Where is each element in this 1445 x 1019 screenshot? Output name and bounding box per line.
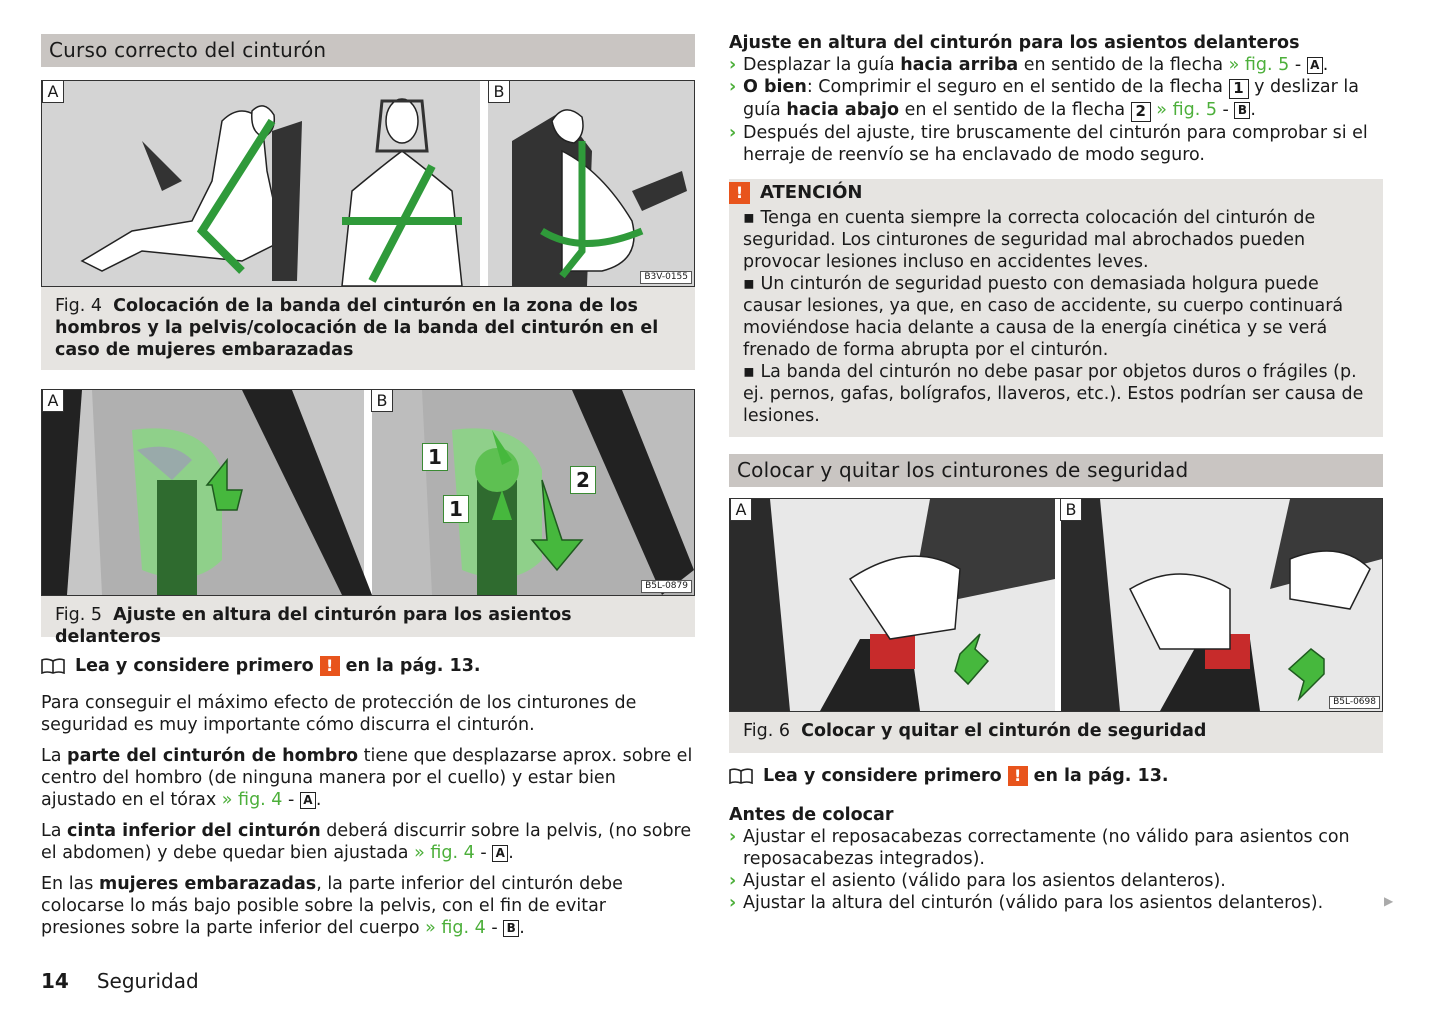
text: deberá discurrir sobre la pelvis, (no sobre el abdomen) y debe quedar bien ajustada [41,821,692,863]
attention-item: ▪ Un cinturón de seguridad puesto con demasiada holgura puede causar lesiones, ya que, en caso de accidente, su cuerpo continuará moviéndose hacia delante a causa de la energía cinética y se verá frenado de forma abrupta por el cinturón. [743,274,1344,360]
text: en el sentido de la flecha [899,100,1131,120]
figure-code: B3V-0155 [640,271,692,284]
caption-text: Ajuste en altura del cinturón para los asientos delanteros [55,605,572,647]
text: La [41,821,68,841]
section-title: Colocar y quitar los cinturones de seguridad [729,454,1383,487]
emphasis: cinta inferior del cinturón [67,821,321,841]
step-item [729,892,1383,914]
read-first-text: Lea y considere primero [763,766,1002,786]
text: en sentido de la flecha [1018,55,1229,75]
panel-ref-box: B [1234,102,1250,119]
book-icon [41,658,65,674]
attention-item: ▪ La banda del cinturón no debe pasar por objetos duros o frágiles (p. ej. pernos, gafas, bolígrafos, llaveros, etc.). Estos podrían ser causa de lesiones. [743,362,1364,426]
text: Desplazar la guía [743,55,901,75]
chevron-right-icon: › [729,55,737,75]
caption-text: Colocación de la banda del cinturón en la zona de los hombros y la pelvis/colocación de la banda del cinturón en el caso de mujeres embarazadas [55,296,659,360]
figure-link[interactable]: » fig. 5 [1156,100,1217,120]
callout-1-lower: 1 [443,495,469,523]
panel-label-b: B [371,390,393,412]
panel-label-a: A [730,499,752,521]
text: . [519,918,525,938]
figure-link[interactable]: » fig. 4 [425,918,486,938]
emphasis: hacia abajo [786,100,900,120]
read-first-text: Lea y considere primero [75,656,314,676]
panel-ref-box: A [1307,57,1323,74]
text: . [1322,55,1329,75]
panel-label-a: A [42,390,64,412]
attention-item: ▪ Tenga en cuenta siempre la correcta colocación del cinturón de seguridad. Los cinturones de seguridad mal abrochados pueden provocar lesiones incluso en accidentes leves. [743,208,1316,272]
footer-section: Seguridad [96,969,199,993]
page-reference-link[interactable]: en la pág. 13. [1033,766,1169,786]
text: . [315,790,322,810]
callout-2: 2 [570,466,596,494]
figure-link[interactable]: » fig. 5 [1228,55,1290,75]
caption-number: Fig. 6 [743,721,791,741]
text: Ajustar el reposacabezas correctamente (no válido para asientos con reposacabezas integrados). [743,827,1350,869]
text: Después del ajuste, tire bruscamente del cinturón para comprobar si el herraje de reenvío se ha enclavado de modo seguro. [743,123,1368,165]
read-first-notice [41,655,695,677]
text: : Comprimir el seguro en el sentido de la flecha [806,77,1229,97]
attention-box [729,179,1383,437]
panel-label-b: B [1060,499,1082,521]
left-column [41,34,695,948]
page-footer [41,970,199,992]
figure-6-illustration [730,499,1382,711]
text: , la parte inferior del cinturón debe colocarse lo más bajo posible sobre la pelvis, con el fin de evitar presiones sobre la parte inferior del cuerpo [41,874,623,938]
chevron-right-icon: › [729,893,737,913]
callout-1-upper: 1 [422,443,448,471]
panel-ref-box: A [300,792,316,809]
arrow-number-box: 1 [1229,79,1249,99]
subsection-heading: Antes de colocar [729,805,894,825]
step-item [729,870,1383,892]
attention-text: Un cinturón de seguridad puesto con demasiada holgura puede causar lesiones, ya que, en caso de accidente, su cuerpo continuará moviéndose hacia delante a causa de la energía cinética y se verá frenado de forma abrupta por el cinturón. [743,274,1344,360]
chevron-right-icon: › [729,871,737,891]
step-item [729,122,1383,166]
paragraph [41,820,695,864]
figure-code: B5L-0698 [1329,696,1380,709]
read-first-notice [729,765,1383,787]
caption-text: Colocar y quitar el cinturón de seguridad [801,721,1207,741]
caption-number: Fig. 4 [55,296,103,316]
text: - [485,918,504,938]
step-item [729,54,1383,76]
text: - [474,843,493,863]
subsection-heading: Ajuste en altura del cinturón para los asientos delanteros [729,33,1300,53]
warning-icon: ! [729,182,750,204]
figure-6 [729,498,1383,712]
step-item [729,76,1383,122]
attention-text: Tenga en cuenta siempre la correcta colocación del cinturón de seguridad. Los cinturones de seguridad mal abrochados pueden provocar lesiones incluso en accidentes leves. [743,208,1316,272]
emphasis: mujeres embarazadas [98,874,317,894]
text: - [1216,100,1235,120]
chevron-right-icon: › [729,827,737,847]
emphasis: parte del cinturón de hombro [67,746,359,766]
warning-icon: ! [1008,766,1028,786]
figure-4-caption [41,287,695,370]
panel-ref-box: A [492,845,508,862]
text: tiene que desplazarse aprox. sobre el centro del hombro (de ninguna manera por el cuello) y estar bien ajustado en el tórax [41,746,693,810]
figure-link[interactable]: » fig. 4 [221,790,283,810]
text: En las [41,874,99,894]
text: La [41,746,68,766]
text: y deslizar la guía [743,77,1359,120]
figure-5 [41,389,695,596]
text: - [282,790,300,810]
figure-4 [41,80,695,287]
text: . [1250,100,1256,120]
attention-title: ATENCIÓN [760,182,863,203]
figure-4-illustration [42,81,694,286]
text: . [508,843,514,863]
right-column [729,32,1383,914]
chevron-right-icon: › [729,123,737,143]
attention-title-row [729,179,1369,207]
step-item [729,826,1383,870]
figure-5-illustration [42,390,694,595]
caption-number: Fig. 5 [55,605,103,625]
emphasis: hacia arriba [900,55,1019,75]
panel-label-a: A [42,81,64,103]
text: Ajustar el asiento (válido para los asientos delanteros). [743,871,1226,891]
body-text [41,692,695,939]
warning-icon: ! [320,656,340,676]
continue-arrow-icon: ▶ [1384,894,1394,908]
book-icon [729,768,753,784]
page-reference-link[interactable]: en la pág. 13. [345,656,481,676]
emphasis: O bien [743,77,807,97]
panel-ref-box: B [503,920,519,937]
section-title: Curso correcto del cinturón [41,34,695,67]
figure-6-caption [729,712,1383,753]
figure-link[interactable]: » fig. 4 [414,843,475,863]
text: - [1289,55,1307,75]
figure-code: B5L-0879 [641,580,692,593]
chevron-right-icon: › [729,77,737,97]
text: Ajustar la altura del cinturón (válido para los asientos delanteros). [743,893,1324,913]
panel-label-b: B [488,81,510,103]
paragraph [41,873,695,939]
page-number: 14 [41,969,69,993]
paragraph: Para conseguir el máximo efecto de protección de los cinturones de seguridad es muy importante cómo discurra el cinturón. [41,693,637,735]
attention-text: La banda del cinturón no debe pasar por objetos duros o frágiles (p. ej. pernos, gafas, bolígrafos, llaveros, etc.). Estos podrían ser causa de lesiones. [743,362,1364,426]
figure-5-caption [41,596,695,647]
paragraph [41,745,695,811]
arrow-number-box: 2 [1131,102,1151,122]
